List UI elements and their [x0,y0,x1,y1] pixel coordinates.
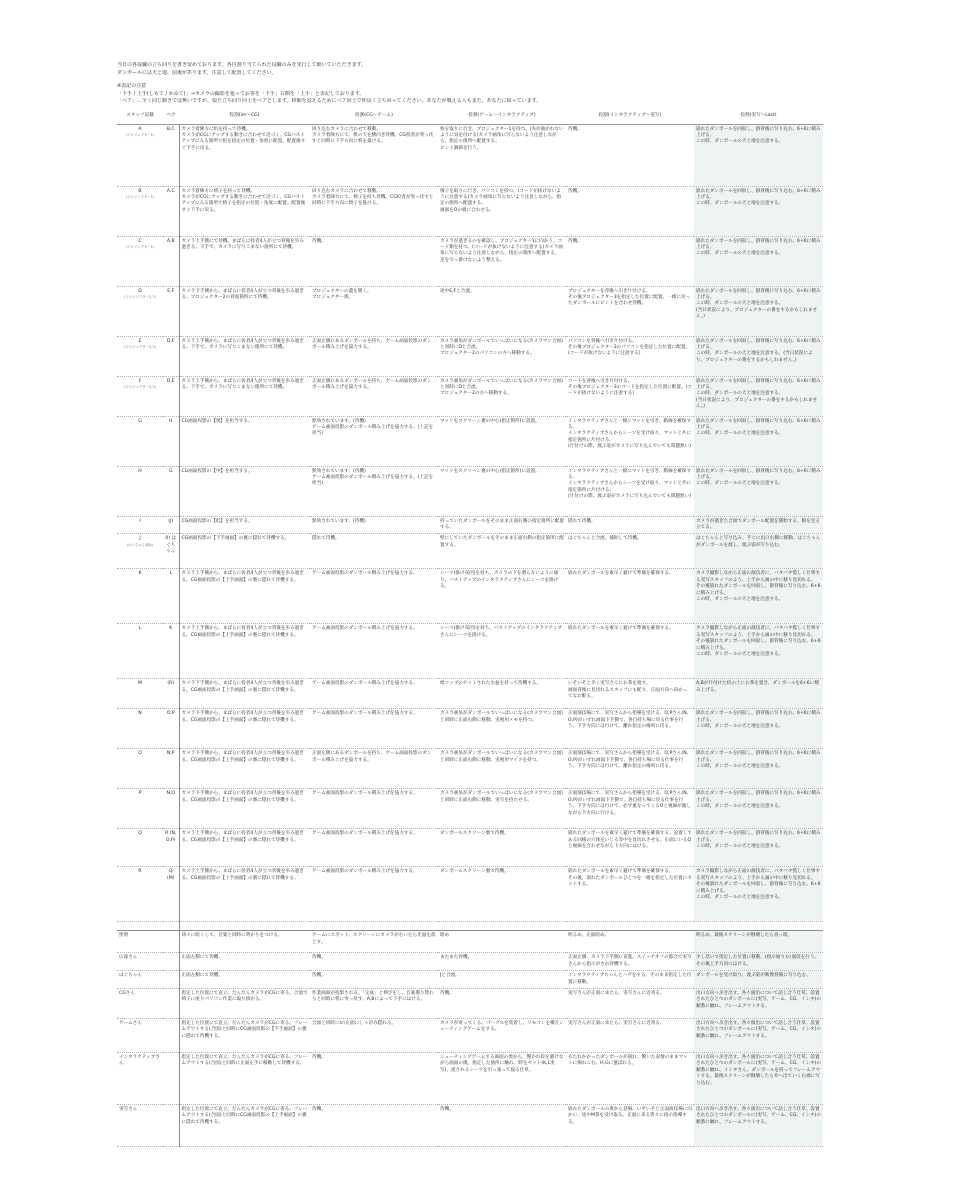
header-role-2: 役割(CG～ゲーム) [310,110,438,125]
table-row [117,236,823,286]
pair-cell [163,931,179,953]
staff-cell [117,186,163,236]
role-cell-1: カメラ下手側から、まばらに役者4人が立つ背後を歩み過ぎる。CG画面投影の【上手画面】の裏に隠れて待機する。 [179,749,310,789]
table-row [117,534,823,569]
section-role-cell-1: 指定した位置にて直立。だんだんカメラがCGに寄る。フレームアウトする(合図)と同時にCG画面投影の【下手画面】の裏に隠れて待機する。 [179,1018,310,1052]
section-staff-cell: ゲームさん [117,1018,163,1052]
role-cell-5: カメラ撮影しながら正面の演技者に、バタバタ慌しく仕事する実写スタッフのよう、上手から画の中に移り見切れる。 その後崩れたダンボールを回収し、掛背後に写り込む。6+6に積み上げる。 この時、ダンボールの天と地を注意する。 [694,867,823,922]
role-cell-3: マットをスクリーン裏の中心(指定箇所)に設置。 [438,416,566,466]
section-role-cell-2: ゲームにスポット、スクリーンにカメラがむいたら光量を落とす。 [310,931,438,953]
role-cell-2: ゲーム画面投影のダンボール積み上げを協力する。 [310,829,438,867]
staff-label: D [138,288,142,294]
role-cell-2: 回り込むカメラに合わせて移動。 カメラ着陣方にて、椅子を持ち待機。CG役者が突っ伏すと同時に下手方向に椅子を扱ける。 [310,186,438,236]
staff-label: I [139,518,141,524]
staff-label: G [138,418,142,424]
pair-cell: (R) [163,679,179,709]
pair-cell [163,988,179,1018]
staff-cell [117,516,163,534]
role-cell-2: 正面左側にあるダンボールを持ち、ゲーム画面投影のダンボール積み上げを協力する。 [310,376,438,416]
role-cell-2: 無効されています。(待機) ゲーム画面投影のダンボール積み上げを協力する。(上記を担当) [310,466,438,516]
section-role-cell-3: 暗め [438,931,566,953]
staff-role-table [117,110,823,1147]
role-cell-4: 隠れて待機。 [566,516,694,534]
role-cell-1: CG画面投影の【低】を担当する。 [179,516,310,534]
staff-sublabel: (プロジェクター2,3) [124,294,156,299]
section-role-cell-1: 指定した位置にて直立。だんだんカメラがCGに寄る。フレームアウトする(合図)と同時に正面左手に移動して待機する。 [179,1052,310,1104]
role-cell-1: カメラ着陣方に椅子を持って待機。 カメラがCGにアップする動きに合わせて近づく。CGバストアップに入る箇所で椅子を指定の位置・角度に配置。配置後すぐ下手に戻る。 [179,186,310,236]
role-cell-4: インタラクティブさんと一緒にマットを引き、動線を確保する。 インタラクティブさんからシーツを受け取り、マットと共に指定箇所に片付ける。 (片付けの際、渡ぶ姿がカメラに写り込んでいても問題無い) [566,416,694,466]
section-row [117,971,823,989]
role-cell-2: ゲーム画面投影のダンボール積み上げを協力する。 [310,679,438,709]
role-cell-1: カメラ下手側から、まばらに役者4人が立つ背後を歩み過ぎる。プロジェクター2の背面箇所にて待機。 [179,286,310,336]
role-cell-3: 途中E,Fと合流。 [438,286,566,336]
section-role-cell-4: 明るめ、正面暗め。 [566,931,694,953]
pair-cell: R (N,O,P) [163,829,179,867]
role-cell-3: シーツ(掛け布団)を持ち、カメラの下を潜らないように通り、バストアップのインタラクティブさんにシーツを掛ける。 [438,569,566,624]
role-cell-4: プロジェクターを背後へ引き片付ける。 その後プロジェクター3を指定した位置に配置。一緒に戻ったダンボールにピントを合わせ待機。 [566,286,694,336]
pair-cell: K [163,624,179,679]
section-role-cell-1: 指定した位置にて直立。だんだんカメラがCGに寄る。合図で椅子に座りパソコン作業に取り掛かる。 [179,988,310,1018]
role-cell-3: カメラが過ぎるのを確認し、プロジェクター1に向かう。コード類を持つ。(コードが抜けないように注意する)カメラ画角に写らないよう注意しながら、指定の箇所へ配置する。 足を引っ掛けないよう整える。 [438,236,566,286]
section-role-cell-1: 徐々に暗くして、音楽と同時に明かりをつける。 [179,931,310,953]
pair-cell: G [163,466,179,516]
pair-cell [163,1104,179,1146]
role-cell-3: 机を取りに行き、プロジェクター1を持つ。(先が曲がれないように気を付ける)カメラ画角に写らないよう注意しながら、指定の箇所へ配置する。 ピント調節を行う。 [438,124,566,186]
section-role-cell-3: カメラが寄ってくる。ゴーグルを装着し、リモコンを構えシューティングゲームをする。 [438,1018,566,1052]
staff-label: K [138,571,142,577]
role-cell-5: A,Bが片付けた机の上にお茶を置き、ダンボールを6+6に積み上げる。 [694,679,823,709]
role-cell-5: 崩れたダンボールを回収し、掛背後に写り込む。6+6に積み上げる。 この時、ダンボールの天と地を注意する。 [694,709,823,749]
role-cell-4: 崩れたダンボールを素早く避けて準備を確保する。 その後、崩れたダンボールひとつを一緒を指定した位置にセットする。 [566,867,694,922]
staff-cell [117,286,163,336]
section-staff-cell: インタラクティブさん [117,1052,163,1104]
section-role-cell-5: 出口方向へ歩き出す。各々演出について話し合う仕草。設置されたひとつのダンボールに(実写、ゲーム、CG、インタ)の順番に触れ、フレームアウトする。 [694,1104,823,1146]
role-cell-3: 壁にしていたダンボールをそのまま正面右側の指定箇所に配置する。 [438,534,566,569]
pair-cell: E,F [163,286,179,336]
pair-cell: H [163,416,179,466]
role-cell-1: カメラ上手側から、まばらに役者4人が立つ背後を歩み過ぎる。CG画面投影の【上手画面】の裏に隠れて待機する。 [179,829,310,867]
staff-cell [117,709,163,749]
staff-label: H [138,468,142,474]
role-cell-5: 崩れたダンボールを回収し、掛背後に写り込む。6+6に積み上げる。 この時、ダンボールの天と地を注意する。 [694,829,823,867]
section-role-cell-2: 待機。 [310,953,438,971]
role-cell-4: いそいそと歩く実写さんにお茶を渡す。 画面背後に見切れるスタッフにも配り、正面方向へ向かってなお配る。 [566,679,694,709]
table-header-row [117,110,823,125]
section-row [117,1052,823,1104]
role-cell-5: 崩れたダンボールを回収し、掛背後に写り込む。6+6に積み上げる。 この時、ダンボールの天と地を注意する。(当日状況により、プロジェクターの番をするかもしれません。) [694,336,823,376]
staff-label: N [138,711,142,717]
role-cell-5: 崩れたダンボールを回収し、掛背後に写り込む。6+6に積み上げる。 この時、ダンボールの天と地を注意する。 [694,749,823,789]
pair-cell: (I) はぐちゃん [163,534,179,569]
table-row [117,466,823,516]
role-cell-2: ゲーム画面投影のダンボール積み上げを協力する。 [310,867,438,922]
pair-cell: A,C [163,186,179,236]
section-role-cell-4: 実写さんが正面に来たら、実写さんに近寄る。 [566,988,694,1018]
role-cell-2: ゲーム画面投影のダンボール積み上げを協力する。 [310,789,438,829]
role-cell-2: ゲーム画面投影のダンボール積み上げを協力する。 [310,624,438,679]
role-cell-4: 待機。 [566,236,694,286]
role-cell-4: 崩れたダンボールを素早く避けて準備を確保する。 [566,569,694,624]
role-cell-1: カメラ下手側から、まばらに役者4人が立つ背後を歩み過ぎる。CG画面投影の【上手画面】の裏に隠れて待機する。 [179,789,310,829]
pair-cell [163,1018,179,1052]
role-cell-4: 正面演技場にて、実写さんから指導を受ける。O,Pさん(N,O,P)がいずれ画面下手側で、各自持ち場に戻る仕事を行う。下手方向には行けて、必ず重なってくるOと視線が激しながら下方向に行ける。 [566,789,694,829]
section-role-cell-5: ダンボールを受け取り、渡ぶ姿が映像背後に写り込む。 [694,971,823,989]
staff-label: O [138,751,142,757]
section-role-cell-3: またまた待機。 [438,953,566,971]
section-row [117,988,823,1018]
role-cell-3: ダンボールスクリーン裏で待機。 [438,829,566,867]
role-cell-2: 正面左側にあるダンボールを持ち、ゲーム画面投影のダンボール積み上げを協力する。 [310,749,438,789]
staff-label: E [138,338,142,344]
table-row [117,709,823,749]
table-row [117,336,823,376]
section-role-cell-2: 待機。 [310,1104,438,1146]
section-role-cell-3: シューティングゲームする画面の奥から、驚かれ役を避けながら画面の後。指定した箇所に触れ、時をセット(K,L実写)、流されるシーツを引っ張って寝る仕草。 [438,1052,566,1104]
role-cell-5: 崩れたダンボールを回収し、掛背後に写り込む。6+6に積み上げる。 この時、ダンボールの天と地を注意する。 [694,416,823,466]
staff-label: Q [138,831,142,837]
table-row [117,416,823,466]
staff-cell [117,466,163,516]
staff-sublabel: (プロジェクター2,3) [124,384,156,389]
staff-cell [117,336,163,376]
role-cell-1: カメラ上手側から、まばらに役者4人が立つ背後を歩み過ぎる。下手で、カメラに写りこまない箇所にて待機。 [179,376,310,416]
staff-sublabel: (プロジェクター1) [125,132,155,137]
section-role-cell-4: 実写さんが正面に来たら、実写さんに近寄る。 [566,1018,694,1052]
intro-line: 当日の各役職の立ち回りを書き留めております。各自割り当てられた役職のみを実行して動いていただきます。 [117,62,367,68]
staff-sublabel: (プロジェクター1) [125,244,155,249]
note-title: ※表記の注意 [117,83,147,89]
pair-cell: O,P [163,709,179,749]
table-row [117,829,823,867]
role-cell-3: ダンボールスクリーン裏で待機。 [438,867,566,922]
role-cell-1: カメラ上手側から、まばらに役者4人が立つ背後を歩み過ぎる。下手で、カメラに写りこまない箇所にて待機。 [179,336,310,376]
section-role-cell-2: 待機。 [310,1052,438,1104]
section-row [117,1018,823,1052]
role-cell-1: CG画面投影の【中】を担当する。 [179,466,310,516]
role-cell-5: 崩れたダンボールを回収し、掛背後に写り込む。6+6に積み上げる。 この時、ダンボールの天と地を注意する。 [694,466,823,516]
role-cell-2: 無効されています。(待機) ゲーム画面投影のダンボール積み上げを協力する。(上記を担当) [310,416,438,466]
staff-sublabel: (はぐちゃん補助) [126,542,154,547]
section-staff-cell: 実写さん [117,1104,163,1146]
section-role-cell-5: 出口方向へ歩き出す。各々演出について話し合う仕草。設置されたひとつのダンボールに(実写、ゲーム、CG、インタ)の順番に触れ、フレームアウトする。 [694,988,823,1018]
role-cell-5: 崩れたダンボールを回収し、掛背後に写り込む。6+6に積み上げる。 この時、ダンボールの天と地を注意する。 [694,124,823,186]
table-row [117,867,823,922]
role-cell-4: 待機。 [566,186,694,236]
role-cell-4: 崩れたダンボールを素早く避けて準備を確保する。 [566,624,694,679]
staff-cell [117,236,163,286]
role-cell-1: カメラ下手側から、まばらに役者4人が立つ背後を歩み過ぎる。CG画面投影の【上手画面】の裏に隠れて待機する。 [179,679,310,709]
role-cell-1: CG画面投影の【下手画面】の裏に隠れて待機する。 [179,534,310,569]
staff-label: F [138,378,142,384]
staff-label: J [139,536,141,542]
role-cell-3: カメラ画角がダンボールでいっぱいになる(カメラマン合図)と同時に正面右側に移動。実視用メモを持つ。 [438,709,566,749]
section-role-cell-5: 明るめ、最後スクリーンが倒壊したら真っ暗。 [694,931,823,953]
header-role-5: 役割(実写～Last) [694,110,823,125]
table-row [117,789,823,829]
staff-cell [117,624,163,679]
section-role-cell-5: 少し急いで指定した位置に移動。(指示通り)の演技を行う。その後上手方向にはける。 [694,953,823,971]
table-row [117,124,823,186]
header-role-4: 役割(インタラクティブ～実写) [566,110,694,125]
intro-notes [117,62,823,106]
header-staff: スタッフ記載 [117,110,163,125]
table-row [117,679,823,709]
role-cell-1: カメラ下手側から、まばらに役者4人が立つ背後を歩み過ぎる。CG画面投影の【上手画面】の裏に隠れて待機する。 [179,709,310,749]
role-cell-1: カメラ上手側にて待機。まばらに役者4人が立つ背後を歩み過ぎる。下手で、カメラに写りこまない箇所にて待機。 [179,236,310,286]
role-cell-1: カメラ上手側から、まばらに役者4人が立つ背後を歩み過ぎる。CG画面投影の【上手画面】の裏に隠れて待機する。 [179,624,310,679]
role-cell-5: カメラ撮影しながら正面の演技者に、バタバタ慌しく仕事する実写スタッフのよう、上手から画の中に移り見切れる。 その後崩れたダンボールを回収し、掛背後に写り込む。6+6に積み上げる。 この時、ダンボールの天と地を注意する。 [694,569,823,624]
note-line: 「下手 / 上手(しもて / かみて)」→カメラの撮影を遮ってお客を「下手」右側を「上手」と表記しております。 [117,90,365,97]
header-role-3: 役割(ゲーム～インタラクティブ) [438,110,566,125]
table-row [117,624,823,679]
role-cell-5: 崩れたダンボールを回収し、掛背後に写り込む。6+6に積み上げる。 この時、ダンボールの天と地を注意する。 (当日状況により、プロジェクターの番をするかもしれません。) [694,376,823,416]
document-page [117,62,823,1147]
pair-cell: Q (M) [163,867,179,922]
staff-cell [117,867,163,922]
role-cell-2: 無効されています。(待機) [310,516,438,534]
section-role-cell-4: インタラクティブちゃんとハグをする。そのまま指定した位置に移動。 [566,971,694,989]
staff-label: A [138,126,142,132]
section-role-cell-3: 待機。 [438,988,566,1018]
staff-cell [117,789,163,829]
table-row [117,569,823,624]
role-cell-4: 崩れたダンボールを素早く避けて準備を確保する。設置してある同様の穴体をいじる等中を見切れさせる。正面にいるQと視線を合わせながら下方向にはける。 [566,829,694,867]
pair-cell: N,O [163,789,179,829]
note-line: 「ペア」…全く同じ動きでは無いですが、似た立ち回り同士をペアとします。移動を覚えるためにペア同士で仲良く立ち回ってください。あなたが戦える人もまた、あなたに結っています。 [117,98,542,104]
section-role-cell-5: 出口方向へ歩き出す。各々演出について話し合う仕草。設置されたひとつのダンボールに(実写、ゲーム、CG、インタ)の順番に触れ、インタさん、ダンボールを持ってフレームアウトする。最後スクリーンが倒壊したら外へ出ていく右端に写り込む。 [694,1052,823,1104]
table-row [117,186,823,236]
section-staff-cell: 照明 [117,931,163,953]
role-cell-4: パソコンを背後へ引き片付ける。 その後プロジェクター3のパソコンを指定した位置に配置。(コードが抜けないように注意する) [566,336,694,376]
role-cell-2: プロジェクターの蓋を開く。 プロジェクター係。 [310,286,438,336]
staff-sublabel: (プロジェクター2,3) [124,344,156,349]
pair-cell: (J) [163,516,179,534]
role-cell-4: インタラクティブさんと一緒にマットを引き、動線を確保する。 インタラクティブさんからシーツを受け取り、マットと共に指定箇所に片付ける。 (片付けの際、渡ぶ姿がカメラに写り込んでいても問題無い) [566,466,694,516]
section-role-cell-5: 出口方向へ歩き出す。各々演出について話し合う仕草。設置されたひとつのダンボールに(実写、ゲーム、CG、インタ)の順番に触れ、フレームアウトする。 [694,1018,823,1052]
pair-cell [163,953,179,971]
section-staff-cell: 広報さん [117,953,163,971]
pair-cell: B,C [163,124,179,186]
section-role-cell-4: 正面左側、カメラ下手側に直進。スイッチオフの都合で実写さんから指示がされ待機する。 [566,953,694,971]
role-cell-1: カメラ上手側から、まばらに役者4人が立つ背後を歩み過ぎる。CG画面投影の【上手画面】の裏に隠れて待機する。 [179,867,310,922]
section-staff-cell: はぐちゃん [117,971,163,989]
role-cell-3: マットをスクリーン裏の中心(指定箇所)に設置。 [438,466,566,516]
role-cell-3: カメラ画角がダンボールでいっぱいになる(カメラマン合図)と同時に正面右側に移動。実写を持たせる。 [438,789,566,829]
role-cell-2: ゲーム画面投影のダンボール積み上げを協力する。 [310,569,438,624]
table-row [117,286,823,336]
staff-cell [117,749,163,789]
staff-cell [117,679,163,709]
role-cell-3: カメラ画角がダンボールでいっぱいになる(カメラマン合図)と同時にDと合流。 プロジェクター2のパソコンの方へ移動する。 [438,336,566,376]
role-cell-5: 崩れたダンボールを回収し、掛背後に写り込む。6+6に積み上げる。 この時、ダンボールの天と地を注意する。 (当日状況により、プロジェクターの番をするかもしれません。) [694,286,823,336]
header-role-1: 役割(im～CG) [179,110,310,125]
section-role-cell-2: 合図と同時にIの正面にしゃがみ隠れる。 [310,1018,438,1052]
section-row [117,953,823,971]
section-role-cell-4: 崩れたダンボールの奥から登場。いそいそと正面演技場に向かい、途中M茶を受け取る。正面に来る皆々に指示指導する。 [566,1104,694,1146]
pair-cell: D,F [163,336,179,376]
role-cell-1: カメラ上手側から、まばらに役者4人が立つ背後を歩み過ぎる。CG画面投影の【上手画面】の裏に隠れて待機する。 [179,569,310,624]
table-row [117,749,823,789]
role-cell-1: CG画面投影の【奥】を担当する。 [179,416,310,466]
staff-label: C [138,238,142,244]
staff-label: M [138,681,142,687]
role-cell-5: カメラ撮影しながら正面の演技者に、バタバタ慌しく仕事する実写スタッフのよう、上手から画の中に移り見切れる。 その後崩れたダンボールを回収し、掛背後に写り込む。6+6に積み上げる。 この時、ダンボールの天と地を注意する。 [694,624,823,679]
role-cell-3: 椅子を取りに行き、パソコンを持つ。(コードが抜けないように注意する)カメラ画角に写らないよう注意しながら、指定の箇所へ配置する。 画面をOの板に合わせる。 [438,186,566,236]
pair-cell: A,B [163,236,179,286]
staff-sublabel: (プロジェクター1) [125,194,155,199]
role-cell-3: カメラ画角がダンボールでいっぱいになる(カメラマン合図)と同時に正面右側に移動。実視用マイクを持つ。 [438,749,566,789]
staff-cell [117,124,163,186]
section-divider [117,922,823,931]
role-cell-2: 回り込むカメラに合わせて移動。 カメラ着陣方にて、机の天を横向き待機。CG役者が突っ伏すと同時に下手方向に机を扱ける。 [310,124,438,186]
section-role-cell-1: 正面左側にて待機。 [179,953,310,971]
pair-cell: L [163,569,179,624]
pair-cell: N,P [163,749,179,789]
role-cell-4: 正面演技場にて、実写さんから指導を受ける。O,Pさん(N,O,P)がいずれ画面下手側で、各自持ち場に戻る仕事を行う。下手方向には行けて、離れ指定の場所に戻る。 [566,709,694,749]
role-cell-4: 正面演技場にて、実写さんから指導を受ける。O,Pさん(N,O,P)がいずれ画面下手側で、各自持ち場に戻る仕事を行う。下手方向には行けて、離れ指定の場所に戻る。 [566,749,694,789]
staff-cell [117,376,163,416]
role-cell-5: はぐちゃんと写り込み、手ぐに出口右側に移動。はぐちゃんがダンボールを渡し、渡ぶ姿が写り込む。 [694,534,823,569]
pair-cell: D,E [163,376,179,416]
role-cell-5: 崩れたダンボールを回収し、掛背後に写り込む。6+6に積み上げる。 この時、ダンボールの天と地を注意する。 [694,236,823,286]
staff-cell [117,416,163,466]
staff-cell [117,534,163,569]
role-cell-3: 持っていたダンボールをそのまま正面右側の指定箇所に配置する。 [438,516,566,534]
section-role-cell-4: もたれかかったダンボールが崩れ、驚いた表情のままマットに倒れこむ。H,Gに運ばれる。 [566,1052,694,1104]
role-cell-3: 紙コップのセットされたお盆を持って待機する。 [438,679,566,709]
section-staff-cell: CGさん [117,988,163,1018]
table-row [117,516,823,534]
staff-label: P [138,791,142,797]
section-role-cell-3: 待機。 [438,1104,566,1146]
role-cell-4: 待機。 [566,124,694,186]
intro-line: ダンボールには天と地、前後があります。注意して配置してください。 [117,69,277,76]
role-cell-2: 隠れて待機。 [310,534,438,569]
staff-label: R [138,869,142,875]
role-cell-3: シーツ(掛け布団)を持ち、バストアップのインタラクティブさんにシーツを掛ける。 [438,624,566,679]
role-cell-4: はぐちゃんと合流。補助して待機。 [566,534,694,569]
section-row [117,931,823,953]
section-row [117,1104,823,1146]
section-role-cell-3: Jと合流。 [438,971,566,989]
role-cell-4: コードを背後へ引き片付ける。 その後プロジェクター3のコードを指定した位置に配置。(コードが抜けないように注意する) [566,376,694,416]
role-cell-5: カメラが過ぎた合図でダンボール配置を開始する。隙を見る立てる。 [694,516,823,534]
pair-cell [163,971,179,989]
role-cell-1: カメラ着陣方に机を持って待機。 カメラがCGにアップする動きに合わせて近づく。CGバストアップに入る箇所で机を指定の位置・角度に配置。配置後すぐ下手に戻る。 [179,124,310,186]
role-cell-2: ゲーム画面投影のダンボール積み上げを協力する。 [310,709,438,749]
staff-label: B [138,188,142,194]
section-role-cell-1: 指定した位置にて直立。だんだんカメラがCGに寄る。フレームアウトする(合図)と同時にCG画面投影の【上手画面】の裏に隠れて待機する。 [179,1104,310,1146]
staff-cell [117,569,163,624]
role-cell-5: 崩れたダンボールを回収し、掛背後に写り込む。6+6に積み上げる。 この時、ダンボールの天と地を注意する。 [694,186,823,236]
section-role-cell-2: 待機。 [310,971,438,989]
header-pair: ペア [163,110,179,125]
role-cell-2: 待機。 [310,236,438,286]
role-cell-3: カメラ画角がダンボールでいっぱいになる(カメラマン合図)と同時にDと合流。 プロジェクター2の方へ移動する。 [438,376,566,416]
table-row [117,376,823,416]
section-role-cell-1: 正面左側にて待機。 [179,971,310,989]
role-cell-2: 正面左側にあるダンボールを持ち、ゲーム画面投影のダンボール積み上げを協力する。 [310,336,438,376]
pair-cell [163,1052,179,1104]
section-role-cell-2: 作業画面が投影される。「完成」と伸びをし、自素描り替わりと同時に机に突っ伏す。A,Bによって下手にはける。 [310,988,438,1018]
role-cell-5: 崩れたダンボールを回収し、掛背後に写り込む。6+6に積み上げる。 この時、ダンボールの天と地を注意する。 [694,789,823,829]
staff-label: L [138,626,142,632]
staff-cell [117,829,163,867]
